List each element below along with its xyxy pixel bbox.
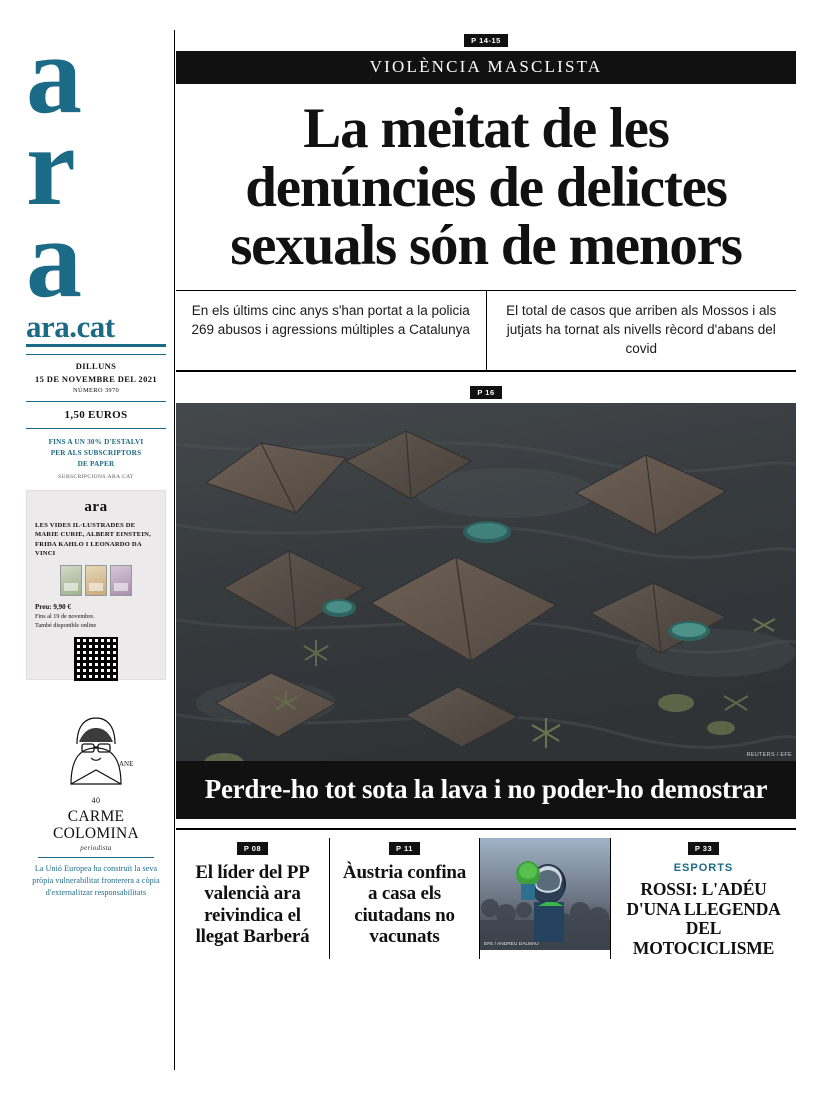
left-column: [26, 13, 166, 1070]
photo-caption: Perdre-ho tot sota la lava i no poder-ho demostrar: [176, 761, 796, 819]
page-ref-badge-story-2[interactable]: P 11: [389, 842, 420, 855]
publication-date: [26, 360, 166, 385]
subscription-promo: [26, 437, 166, 469]
thumb-photo-credit: EFE / ANDREU DALMAU: [484, 941, 539, 947]
logo-letter-a2: a: [26, 196, 80, 321]
bottom-story-3-headline: ROSSI: L'ADÉU D'UNA LLEGENDA DEL MOTOCICLISME: [626, 878, 781, 959]
issue-number: NÚMERO 3970: [72, 387, 120, 395]
masthead-url[interactable]: ara.cat: [26, 309, 115, 345]
ad-note-line-2: També disponible online: [35, 621, 97, 629]
subhead-right: El total de casos que arriben als Mossos i als jutjats ha tornat als nivells rècord d'abans del covid: [506, 303, 777, 357]
bottom-story-3[interactable]: [610, 838, 796, 959]
columnist-last-name: COLOMINA: [53, 824, 139, 842]
price-divider-bottom: [26, 428, 166, 429]
ad-note: [33, 613, 159, 631]
photo-credit: REUTERS / EFE: [746, 751, 792, 758]
columnist-number: 40: [91, 795, 101, 805]
bottom-story-3-photo: [480, 838, 610, 959]
rossi-photo: [480, 838, 610, 950]
subhead-left: En els últims cinc anys s'han portat a la policia 269 abusos i agressions múltiples a Catalunya: [176, 291, 487, 369]
masthead-logo: [26, 13, 166, 321]
columnist-block: [26, 708, 166, 900]
sports-kicker: ESPORTS: [673, 861, 734, 874]
ad-headline: LES VIDES IL·LUSTRADES DE MARIE CURIE, ALBERT EINSTEIN, FRIDA KAHLO I LEONARDO DA VINCI: [35, 521, 151, 558]
book-cover-3: [110, 565, 132, 596]
bottom-story-1[interactable]: [176, 838, 330, 959]
subscription-url: SUBSCRIPCIONS.ARA.CAT: [58, 473, 134, 480]
date-full: 15 DE NOVEMBRE DEL 2021: [34, 373, 158, 384]
logo-letter-a1: a: [26, 13, 80, 137]
promo-line-3: DE PAPER: [77, 459, 115, 468]
lead-photo-block: [176, 382, 796, 819]
lead-subheadings: [176, 290, 796, 371]
promo-line-2: PER ALS SUBSCRIPTORS: [50, 448, 142, 457]
section-banner: VIOLÈNCIA MASCLISTA: [176, 51, 796, 84]
columnist-first-name: CARME: [67, 807, 125, 825]
columnist-portrait-illustration: [53, 708, 139, 794]
price-divider-top: [26, 401, 166, 402]
photo-page-ref-wrap: [176, 382, 796, 400]
bottom-story-1-headline: El líder del PP valencià ara reivindica el llegat Barberá: [195, 861, 310, 948]
columnist-divider: [38, 857, 154, 858]
book-cover-2: [85, 565, 107, 596]
columnist-role: periodista: [80, 843, 112, 852]
promo-line-1: FINS A UN 30% D'ESTALVI: [48, 438, 144, 447]
masthead: [26, 13, 166, 347]
page-ref-badge-story-1[interactable]: P 08: [237, 842, 268, 855]
aerial-lava-photo: [176, 403, 796, 761]
ad-note-line-1: Fins al 19 de novembre.: [35, 612, 95, 620]
advertisement-box[interactable]: [26, 490, 166, 680]
page-ref-badge-story-3[interactable]: P 33: [688, 842, 719, 855]
columnist-excerpt: La Unió Europea ha construït la seva pròpia vulnerabilitat fronterera a còpia d'externalitzar responsabilitats: [32, 863, 160, 898]
lead-headline: La meitat de les denúncies de delictes sexuals són de menors: [230, 97, 742, 278]
column-separator: [174, 30, 175, 1070]
logo-letter-r: r: [26, 104, 74, 229]
cover-price: 1,50 EUROS: [64, 409, 128, 422]
bottom-story-2[interactable]: [330, 838, 480, 959]
svg-text:ANE: ANE: [119, 759, 134, 768]
masthead-divider: [26, 354, 166, 355]
ad-price: Preu: 9,90 €: [35, 602, 71, 611]
main-column: [176, 30, 796, 959]
top-page-ref-wrap: [176, 30, 796, 48]
book-cover-1: [60, 565, 82, 596]
ad-brand-logo: ara: [84, 498, 108, 515]
columnist-name: [26, 808, 166, 842]
qr-code-icon[interactable]: [74, 637, 118, 681]
date-weekday: DILLUNS: [75, 361, 117, 372]
page-ref-badge-photo[interactable]: P 16: [470, 386, 501, 399]
page-ref-badge-top[interactable]: P 14-15: [464, 34, 508, 47]
ad-book-images: [33, 565, 159, 596]
bottom-story-2-headline: Àustria confina a casa els ciutadans no vacunats: [342, 861, 467, 948]
bottom-stories-strip: [176, 828, 796, 959]
